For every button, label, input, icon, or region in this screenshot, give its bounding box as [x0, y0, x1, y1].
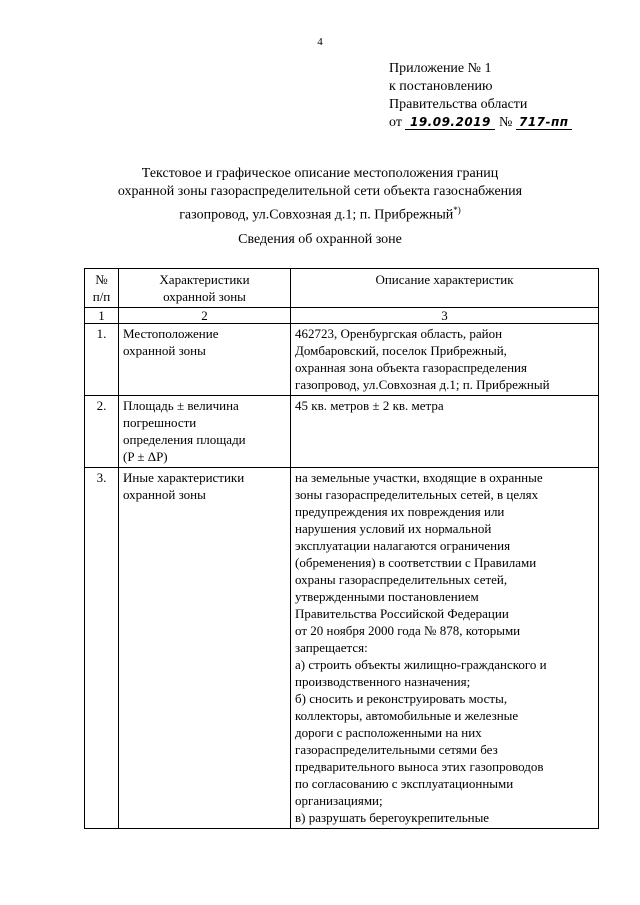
- table-row: [85, 324, 599, 396]
- row-description: 45 кв. метров ± 2 кв. метра: [291, 396, 599, 468]
- column-number-row: [85, 308, 599, 324]
- row-description: 462723, Оренбургская область, район Домбаровский, поселок Прибрежный, охранная зона объекта газораспределения газопровод, ул.Совхозная д.1; п. Прибрежный: [291, 324, 599, 396]
- row-characteristic: Местоположение охранной зоны: [119, 324, 291, 396]
- footnote-mark: *): [453, 205, 461, 215]
- table-header-row: [85, 269, 599, 308]
- zone-table: [84, 268, 599, 829]
- column-number-2: 2: [119, 308, 291, 324]
- table-row: [85, 396, 599, 468]
- title-line-3-text: газопровод, ул.Совхозная д.1; п. Прибрежный: [179, 207, 454, 223]
- row-characteristic: Иные характеристики охранной зоны: [119, 468, 291, 829]
- row-number: 3.: [85, 468, 119, 829]
- row-characteristic: Площадь ± величина погрешности определения площади (P ± ΔP): [119, 396, 291, 468]
- number-label: №: [498, 115, 513, 130]
- row-description: на земельные участки, входящие в охранные зоны газораспределительных сетей, в целях предупреждения их повреждения или нарушения условий их нормальной эксплуатации налагаются ограничения (обременения) в соответствии с Правилами охраны газораспределительных сетей, утвержденными постановлением Правительства Российской Федерации от 20 ноября 2000 года № 878, которыми запрещается: а) строить объекты жилищно-гражданского и производственного назначения; б) сносить и реконструировать мосты, коллекторы, автомобильные и железные дороги с расположенными на них газораспределительными сетями без предварительного выноса этих газопроводов по согласованию с эксплуатационными организациями; в) разрушать берегоукрепительные: [291, 468, 599, 829]
- appendix-line-3: Правительства области: [389, 97, 528, 112]
- appendix-line-date: [389, 114, 572, 132]
- appendix-line-1: Приложение № 1: [389, 61, 492, 76]
- section-subtitle: Сведения об охранной зоне: [238, 232, 402, 247]
- appendix-line-2: к постановлению: [389, 79, 493, 94]
- column-number-3: 3: [291, 308, 599, 324]
- row-number: 1.: [85, 324, 119, 396]
- title-line-2: охранной зоны газораспределительной сети объекта газоснабжения: [117, 184, 523, 199]
- header-description: Описание характеристик: [291, 269, 599, 308]
- appendix-block: [389, 60, 572, 132]
- page-number: 4: [317, 36, 323, 48]
- from-label: от: [389, 115, 402, 130]
- header-number: № п/п: [85, 269, 119, 308]
- handwritten-date: 19.09.2019: [405, 115, 495, 130]
- header-characteristic: Характеристики охранной зоны: [119, 269, 291, 308]
- column-number-1: 1: [85, 308, 119, 324]
- row-number: 2.: [85, 396, 119, 468]
- title-line-1: Текстовое и графическое описание местоположения границ: [141, 166, 499, 181]
- table-row: [85, 468, 599, 829]
- title-line-3: [0, 201, 640, 225]
- document-title: [0, 165, 640, 225]
- handwritten-number: 717-пп: [516, 115, 572, 130]
